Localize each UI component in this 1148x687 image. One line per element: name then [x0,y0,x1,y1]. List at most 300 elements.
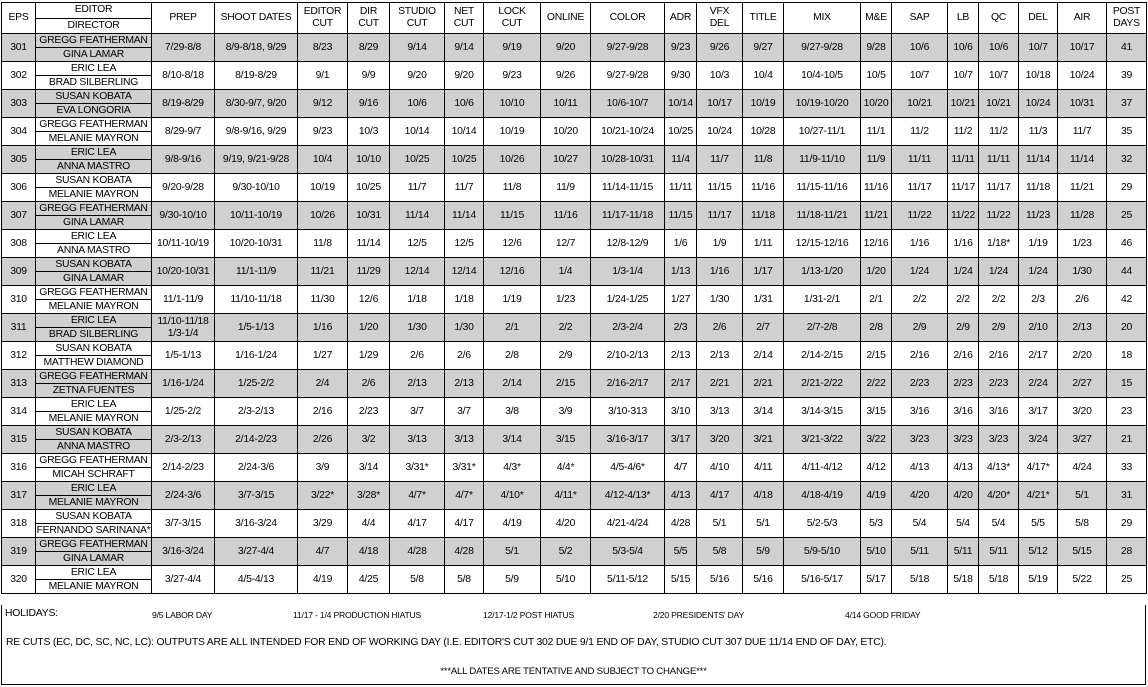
table-cell: 1/31-2/1 [784,286,861,314]
table-cell: 2/2 [979,286,1019,314]
table-cell: 4/10* [484,482,541,510]
table-cell: 8/19-8/29 [215,62,298,90]
table-cell: 10/3 [348,118,390,146]
column-header: DIR CUT [348,3,390,34]
table-cell: 3/16 [948,398,979,426]
table-cell: 3/28* [348,482,390,510]
table-cell: 11/18 [1019,174,1058,202]
table-cell: 5/18 [948,566,979,594]
table-cell: 11/14 [1058,146,1107,174]
holiday-item: 11/17 - 1/4 PRODUCTION HIATUS [293,610,422,620]
table-cell: 10/11-10/19 [152,230,215,258]
table-cell: 1/29 [348,342,390,370]
table-cell: 5/11-5/12 [591,566,665,594]
table-cell: 1/6 [665,230,697,258]
table-cell: 4/11-4/12 [784,454,861,482]
table-cell: 9/9 [348,62,390,90]
table-cell: 11/18 [743,202,784,230]
table-cell: 4/13 [892,454,948,482]
table-cell: 2/4 [298,370,348,398]
table-cell: 2/26 [298,426,348,454]
table-cell: 4/11* [541,482,591,510]
table-cell: 3/14 [348,454,390,482]
table-cell: 2/6 [1058,286,1107,314]
table-cell: 35 [1107,118,1147,146]
table-cell: 10/24 [697,118,743,146]
column-header: EPS [2,3,36,34]
table-cell: 2/2 [948,286,979,314]
table-cell: 11/11 [948,146,979,174]
table-cell: 3/23 [979,426,1019,454]
table-row [2,90,1147,118]
table-cell: 5/4 [979,510,1019,538]
table-cell: GREGG FEATHERMAN GINA LAMAR [36,538,152,566]
table-cell: SUSAN KOBATA EVA LONGORIA [36,90,152,118]
table-cell: 2/14 [743,342,784,370]
table-cell: 5/1 [484,538,541,566]
table-cell: 2/13 [1058,314,1107,342]
table-cell: 4/12-4/13* [591,482,665,510]
table-cell: 4/19 [484,510,541,538]
table-cell: 1/25-2/2 [215,370,298,398]
table-cell: 12/6 [484,230,541,258]
table-cell: 3/14 [484,426,541,454]
table-cell: 5/10 [861,538,892,566]
table-cell: 318 [2,510,36,538]
table-cell: 11/15 [665,202,697,230]
table-cell: 12/8-12/9 [591,230,665,258]
table-cell: 4/4* [541,454,591,482]
table-cell: 10/11 [541,90,591,118]
table-cell: 3/9 [298,454,348,482]
table-cell: 11/7 [1058,118,1107,146]
table-cell: 10/21-10/24 [591,118,665,146]
table-cell: 1/16 [948,230,979,258]
table-cell: SUSAN KOBATA ANNA MASTRO [36,426,152,454]
table-cell: 1/16-1/24 [152,370,215,398]
table-cell: 11/8 [298,230,348,258]
table-cell: 4/20* [979,482,1019,510]
table-cell: 10/4 [298,146,348,174]
table-cell: 5/22 [1058,566,1107,594]
table-cell: SUSAN KOBATA GINA LAMAR [36,258,152,286]
table-cell: 3/13 [445,426,484,454]
table-cell: 1/5-1/13 [215,314,298,342]
table-cell: 5/3-5/4 [591,538,665,566]
table-cell: 3/23 [892,426,948,454]
table-cell: 9/19 [484,34,541,62]
table-cell: 2/3-2/13 [152,426,215,454]
table-cell: 11/17 [948,174,979,202]
column-header: DEL [1019,3,1058,34]
table-cell: 11/10-11/18 [215,286,298,314]
table-cell: SUSAN KOBATA FERNANDO SARINANA* [36,510,151,536]
table-cell: 10/4-10/5 [784,62,861,90]
table-cell: 3/16 [892,398,948,426]
table-cell: 23 [1107,398,1147,426]
table-cell: 2/24 [1019,370,1058,398]
table-cell: 4/17 [697,482,743,510]
table-cell: 8/19-8/29 [152,90,215,118]
table-cell: 5/5 [1019,510,1058,538]
column-header: TITLE [743,3,784,34]
table-cell: 11/14 [1019,146,1058,174]
table-cell: 1/27 [298,342,348,370]
table-row [2,34,1147,62]
table-cell: GREGG FEATHERMAN MELANIE MAYRON [36,286,152,314]
table-cell: 3/27-4/4 [152,566,215,594]
table-cell: 10/24 [1058,62,1107,90]
table-cell: 3/17 [1019,398,1058,426]
table-cell: 9/20 [445,62,484,90]
holidays-label: HOLIDAYS: [5,608,58,619]
table-row [2,202,1147,230]
table-cell: 3/7 [445,398,484,426]
table-cell: 11/21 [861,202,892,230]
table-cell: 9/26 [697,34,743,62]
table-cell: 5/1 [1058,482,1107,510]
table-cell: 10/14 [445,118,484,146]
table-cell: 25 [1107,202,1147,230]
table-cell: 2/20 [1058,342,1107,370]
table-cell: 12/14 [390,258,445,286]
table-cell: 3/24 [1019,426,1058,454]
table-cell: 314 [2,398,36,426]
table-cell: 4/10 [697,454,743,482]
table-cell: 2/9 [948,314,979,342]
table-cell: 5/16-5/17 [784,566,861,594]
table-cell: 3/13 [390,426,445,454]
table-cell: 4/13 [948,454,979,482]
table-cell: 9/27-9/28 [591,62,665,90]
table-cell: 1/25-2/2 [152,398,215,426]
table-cell: 10/20-10/31 [152,258,215,286]
table-row [2,342,1147,370]
table-cell: 317 [2,482,36,510]
table-cell: 5/2-5/3 [784,510,861,538]
table-cell: 5/16 [697,566,743,594]
table-cell: 11/7 [445,174,484,202]
table-cell: 1/24 [1019,258,1058,286]
table-cell: 2/8 [484,342,541,370]
table-cell: 4/13 [665,482,697,510]
table-cell: 5/9-5/10 [784,538,861,566]
table-cell: 9/1 [298,62,348,90]
table-cell: 2/3-2/4 [591,314,665,342]
table-cell: 2/14-2/15 [784,342,861,370]
table-cell: GREGG FEATHERMAN GINA LAMAR [36,34,152,62]
table-cell: 2/2 [892,286,948,314]
table-cell: 1/30 [445,314,484,342]
table-cell: 11/7 [390,174,445,202]
table-cell: 5/19 [1019,566,1058,594]
table-row [2,230,1147,258]
table-cell: 3/14-3/15 [784,398,861,426]
table-cell: 2/17 [1019,342,1058,370]
table-cell: 1/16-1/24 [215,342,298,370]
table-cell: 3/27-4/4 [215,538,298,566]
table-cell: 2/9 [892,314,948,342]
table-cell: 4/7 [298,538,348,566]
table-cell: 12/6 [348,286,390,314]
table-cell: 8/10-8/18 [152,62,215,90]
table-cell: 3/27 [1058,426,1107,454]
table-cell: 25 [1107,566,1147,594]
table-cell: 11/16 [743,174,784,202]
table-cell: 2/1 [484,314,541,342]
table-cell: 10/10 [348,146,390,174]
column-header: VFX DEL [697,3,743,34]
table-cell: 3/21-3/22 [784,426,861,454]
table-cell: 10/27-11/1 [784,118,861,146]
table-cell: 7/29-8/8 [152,34,215,62]
table-cell: 10/20-10/31 [215,230,298,258]
table-cell: 5/11 [892,538,948,566]
table-cell: 4/7* [390,482,445,510]
table-cell: 2/21 [697,370,743,398]
table-cell: 5/18 [979,566,1019,594]
column-header: MIX [784,3,861,34]
table-cell: 3/2 [348,426,390,454]
table-cell: 1/18* [979,230,1019,258]
table-cell: 8/23 [298,34,348,62]
table-cell: 9/28 [861,34,892,62]
table-cell: ERIC LEA MELANIE MAYRON [36,482,152,510]
table-cell: 305 [2,146,36,174]
table-cell: 11/15 [697,174,743,202]
table-cell: 39 [1107,62,1147,90]
table-cell: 18 [1107,342,1147,370]
column-header: AIR [1058,3,1107,34]
table-cell: GREGG FEATHERMAN MICAH SCHRAFT [36,454,152,482]
table-cell: 1/5-1/13 [152,342,215,370]
table-cell: 11/17-11/18 [591,202,665,230]
table-cell: 2/9 [541,342,591,370]
table-cell: 8/9-8/18, 9/29 [215,34,298,62]
table-cell: 2/2 [541,314,591,342]
table-cell: 2/17 [665,370,697,398]
table-cell: 2/9 [979,314,1019,342]
table-cell: 301 [2,34,36,62]
table-cell: 1/20 [348,314,390,342]
table-cell: 5/1 [697,510,743,538]
table-cell: 2/14-2/23 [215,426,298,454]
table-cell: 11/8 [743,146,784,174]
table-cell: 1/23 [541,286,591,314]
table-cell: 1/24 [979,258,1019,286]
table-cell: 11/28 [1058,202,1107,230]
table-cell: 10/21 [948,90,979,118]
table-cell: 11/11 [665,174,697,202]
table-cell: 11/14 [390,202,445,230]
table-cell: 11/1 [861,118,892,146]
table-cell: 10/25 [445,146,484,174]
table-cell: 2/6 [697,314,743,342]
table-cell: 4/7 [665,454,697,482]
table-cell: 1/16 [697,258,743,286]
table-cell: 2/14-2/23 [152,454,215,482]
table-cell: 5/3 [861,510,892,538]
table-cell: 10/6-10/7 [591,90,665,118]
table-cell: 10/5 [861,62,892,90]
holiday-item: 4/14 GOOD FRIDAY [845,610,921,620]
table-cell: ERIC LEA ANNA MASTRO [36,146,152,174]
table-cell: 4/7* [445,482,484,510]
table-cell: 9/23 [665,34,697,62]
table-cell: 4/5-4/6* [591,454,665,482]
table-cell: 10/26 [484,146,541,174]
table-cell: 3/16-3/24 [152,538,215,566]
table-cell: 4/13* [979,454,1019,482]
table-cell: 302 [2,62,36,90]
table-cell: 5/8 [445,566,484,594]
table-cell: 46 [1107,230,1147,258]
table-cell: 10/6 [948,34,979,62]
table-cell: ERIC LEA BRAD SILBERLING [36,62,152,90]
table-cell: 3/7 [390,398,445,426]
table-cell: 315 [2,426,36,454]
table-cell: 10/7 [979,62,1019,90]
table-cell: 10/6 [390,90,445,118]
table-cell: 2/3 [665,314,697,342]
table-cell: 4/18 [348,538,390,566]
table-cell: 304 [2,118,36,146]
table-cell: ERIC LEA ANNA MASTRO [36,230,152,258]
table-cell: 21 [1107,426,1147,454]
table-cell: ERIC LEA BRAD SILBERLING [36,314,152,342]
table-cell: 10/7 [1019,34,1058,62]
column-header: ADR [665,3,697,34]
table-cell: 3/15 [861,398,892,426]
table-cell: 2/23 [948,370,979,398]
table-cell: 2/23 [979,370,1019,398]
table-cell: 1/9 [697,230,743,258]
table-cell: GREGG FEATHERMAN MELANIE MAYRON [36,118,152,146]
table-cell: 11/11 [892,146,948,174]
table-cell: 5/15 [665,566,697,594]
table-cell: 9/12 [298,90,348,118]
table-cell: 9/20 [541,34,591,62]
table-cell: 10/7 [892,62,948,90]
table-cell: 9/8-9/16, 9/29 [215,118,298,146]
table-row [2,566,1147,594]
table-cell: 11/14 [445,202,484,230]
column-header: EDITOR CUT [298,3,348,34]
table-cell: 3/16 [979,398,1019,426]
table-cell: 20 [1107,314,1147,342]
table-cell: 29 [1107,174,1147,202]
table-cell: 3/31* [390,454,445,482]
table-cell: 4/21* [1019,482,1058,510]
table-cell: 29 [1107,510,1147,538]
table-cell: 44 [1107,258,1147,286]
table-cell: 3/9 [541,398,591,426]
table-cell: 2/6 [445,342,484,370]
table-cell: 5/8 [1058,510,1107,538]
table-cell: 5/11 [979,538,1019,566]
table-cell: 5/16 [743,566,784,594]
table-cell: 11/23 [1019,202,1058,230]
table-cell: 1/3-1/4 [591,258,665,286]
table-cell: 11/17 [697,202,743,230]
table-header-row [2,3,1147,34]
table-cell: 2/16 [948,342,979,370]
table-cell: 10/11-10/19 [215,202,298,230]
column-header: ONLINE [541,3,591,34]
table-cell: 2/3 [1019,286,1058,314]
table-cell: 10/20 [541,118,591,146]
table-cell: 4/28 [665,510,697,538]
table-row [2,510,1147,538]
table-cell: 5/9 [484,566,541,594]
table-cell: 9/8-9/16 [152,146,215,174]
table-cell: 3/17 [665,426,697,454]
table-cell: 1/17 [743,258,784,286]
table-cell: 4/4 [348,510,390,538]
table-cell: 1/4 [541,258,591,286]
table-cell: 33 [1107,454,1147,482]
column-header: SHOOT DATES [215,3,298,34]
table-cell: 2/16 [892,342,948,370]
table-cell: 8/30-9/7, 9/20 [215,90,298,118]
table-cell: 4/19 [298,566,348,594]
table-cell: 5/10 [541,566,591,594]
table-cell: 10/14 [390,118,445,146]
table-cell: 4/17 [390,510,445,538]
table-cell: 10/19 [484,118,541,146]
table-cell: 3/22 [861,426,892,454]
table-row [2,426,1147,454]
table-cell: 11/4 [665,146,697,174]
table-cell: 1/11 [743,230,784,258]
table-cell: 11/22 [979,202,1019,230]
table-cell: 11/22 [892,202,948,230]
table-cell: 10/28 [743,118,784,146]
disclaimer: ***ALL DATES ARE TENTATIVE AND SUBJECT TO CHANGE*** [440,666,707,677]
table-row [2,258,1147,286]
table-cell: 9/30-10/10 [215,174,298,202]
table-cell: 1/19 [1019,230,1058,258]
table-cell: 11/14-11/15 [591,174,665,202]
table-cell: 3/7-3/15 [152,510,215,538]
table-cell: 10/19 [743,90,784,118]
table-cell: 2/22 [861,370,892,398]
table-cell: 1/24 [948,258,979,286]
table-cell: 1/24-1/25 [591,286,665,314]
table-cell: 11/9-11/10 [784,146,861,174]
table-cell: 2/10-2/13 [591,342,665,370]
table-cell: 8/29-9/7 [152,118,215,146]
table-cell: 10/6 [445,90,484,118]
table-cell: 3/10 [665,398,697,426]
table-cell: 10/7 [948,62,979,90]
table-cell: 11/17 [892,174,948,202]
table-cell: 8/29 [348,34,390,62]
table-cell: 15 [1107,370,1147,398]
table-cell: 9/26 [541,62,591,90]
table-cell: 11/15 [484,202,541,230]
table-cell: 10/17 [1058,34,1107,62]
table-cell: 10/19 [298,174,348,202]
column-header: NET CUT [445,3,484,34]
table-cell: 3/16-3/24 [215,510,298,538]
table-cell: 12/16 [861,230,892,258]
table-cell: 42 [1107,286,1147,314]
table-cell: 4/28 [445,538,484,566]
table-cell: 312 [2,342,36,370]
table-cell: 11/8 [484,174,541,202]
table-cell: 12/14 [445,258,484,286]
